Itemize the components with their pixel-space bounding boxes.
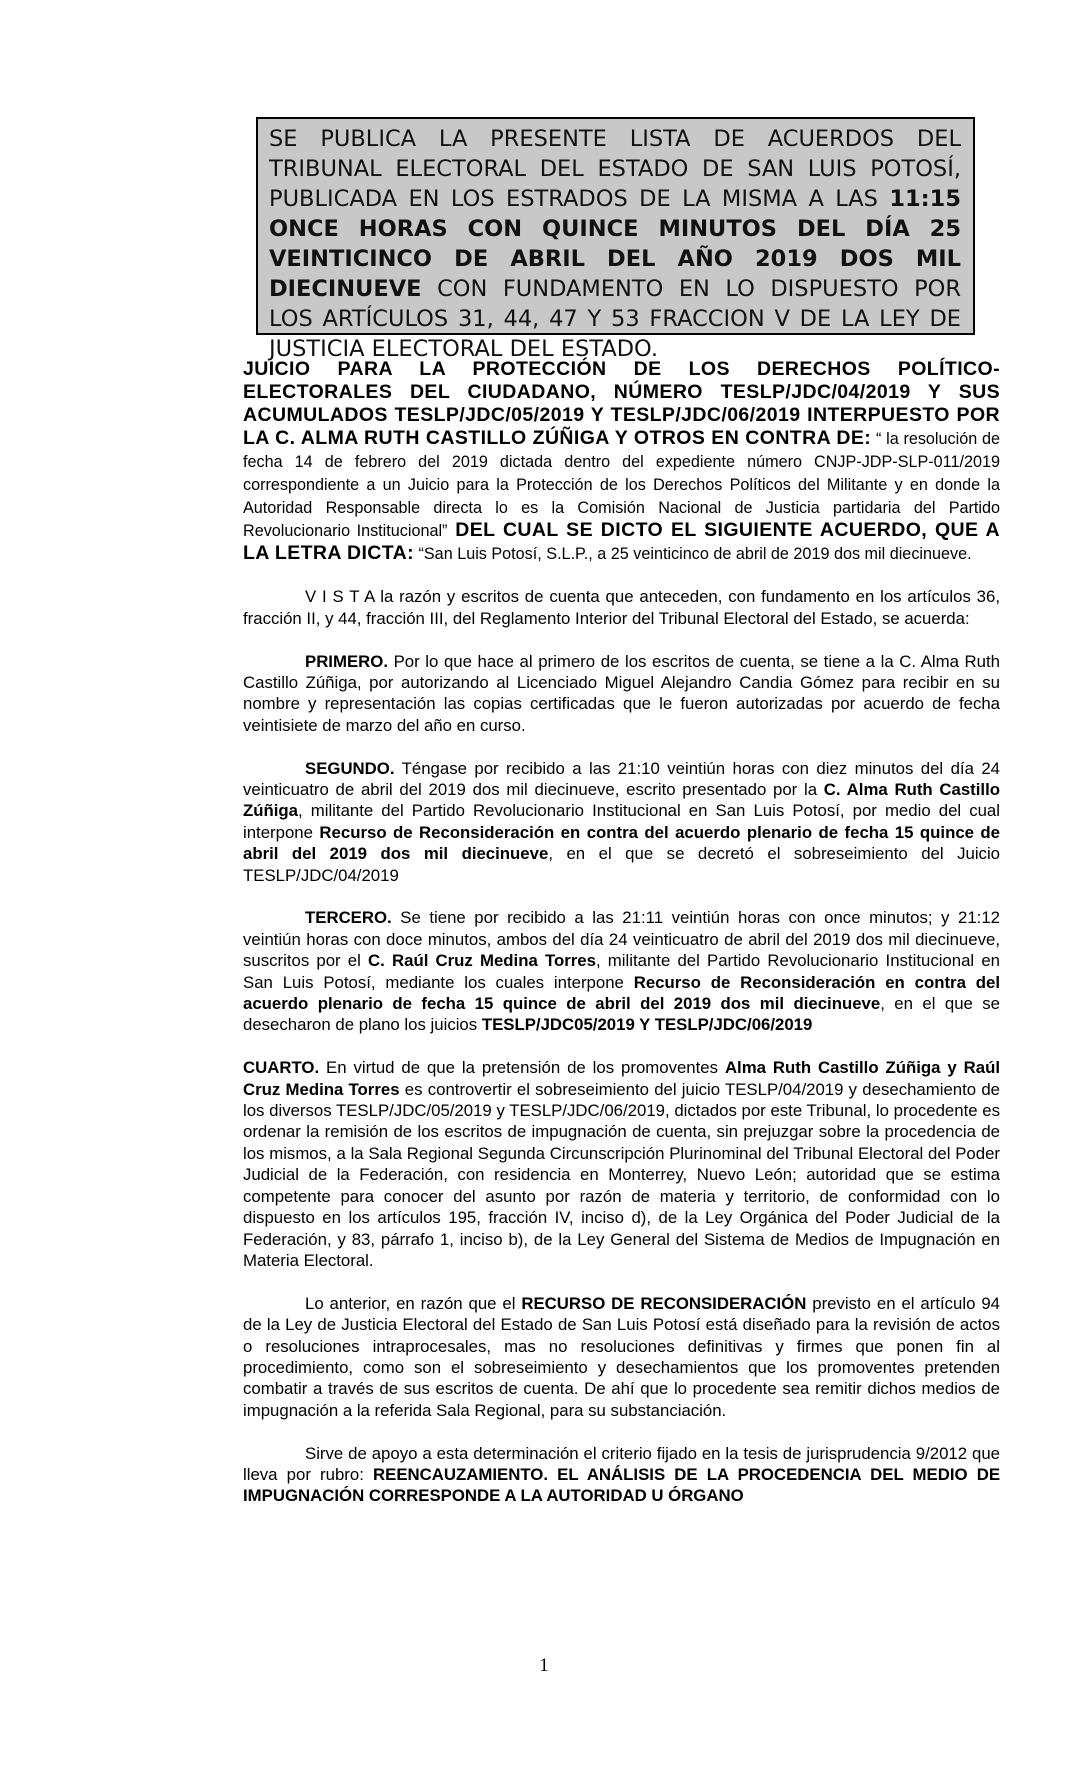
segundo-bold-2: Recurso de Reconsideración en contra del acuerdo plenario de fecha 15 quince de abril del 2019 dos mil diecinueve: [243, 822, 1001, 864]
sirve-text-1: Sirve de apoyo a esta determinación el criterio fijado en la tesis de jurisprudencia 9/2012 que lleva por rubro:: [243, 1443, 1000, 1484]
paragraph-segundo: [243, 758, 1000, 886]
tercero-bold-3: TESLP/JDC05/2019 Y TESLP/JDC/06/2019: [481, 1015, 813, 1035]
case-heading-acuerdo: DEL CUAL SE DICTO EL SIGUIENTE ACUERDO, QUE A LA LETRA DICTA:: [243, 519, 1000, 564]
tercero-label: TERCERO.: [305, 908, 392, 928]
notice-bold-datetime: 11:15 ONCE HORAS CON QUINCE MINUTOS DEL DÍA 25 VEINTICINCO DE ABRIL DEL AÑO 2019 DOS MIL DIECINUEVE: [269, 186, 961, 302]
anterior-bold-1: RECURSO DE RECONSIDERACIÓN: [521, 1293, 807, 1313]
publication-notice-box: [256, 117, 975, 362]
primero-label: PRIMERO.: [305, 651, 388, 671]
segundo-text-3: , en el que se decretó el sobreseimiento del Juicio TESLP/JDC/04/2019: [243, 844, 1000, 885]
page-number: 1: [539, 1655, 549, 1676]
paragraph-vista: V I S T A la razón y escritos de cuenta que anteceden, con fundamento en los artículos 36, fracción II, y 44, fracción III, del Reglamento Interior del Tribunal Electoral del Estado, se acuerda:: [243, 587, 1000, 628]
case-heading-bold: JUICIO PARA LA PROTECCIÓN DE LOS DERECHOS POLÍTICO-ELECTORALES DEL CIUDADANO, NÚMERO TESLP/JDC/04/2019 Y SUS ACUMULADOS TESLP/JDC/05/2019 Y TESLP/JDC/06/2019 INTERPUESTO POR LA C. ALMA RUTH CASTILLO ZÚÑIGA Y OTROS EN CONTRA DE:: [243, 358, 1000, 449]
paragraph-tercero: [243, 907, 1000, 1035]
tercero-text-1: Se tiene por recibido a las 21:11 veintiún horas con once minutos; y 21:12 veintiún horas con doce minutos, ambos del día 24 veinticuatro de abril del 2019 dos mil diecinueve, suscritos por el: [243, 908, 1000, 971]
notice-text-1: SE PUBLICA LA PRESENTE LISTA DE ACUERDOS DEL TRIBUNAL ELECTORAL DEL ESTADO DE SAN LUIS POTOSÍ, PUBLICADA EN LOS ESTRADOS DE LA MISMA A LAS: [269, 126, 961, 212]
segundo-text-1: Téngase por recibido a las 21:10 veintiún horas con diez minutos del día 24 veinticuatro de abril del 2019 dos mil diecinueve, escrito presentado por la: [243, 758, 1000, 800]
case-heading-date: “San Luis Potosí, S.L.P., a 25 veinticinco de abril de 2019 dos mil diecinueve.: [414, 545, 972, 563]
paragraph-cuarto: [243, 1057, 1000, 1271]
document-body: [243, 358, 1000, 1507]
primero-text: Por lo que hace al primero de los escritos de cuenta, se tiene a la C. Alma Ruth Castillo Zúñiga, por autorizando al Licenciado Miguel Alejandro Candia Gómez para recibir en su nombre y representación las copias certificadas que le fueron autorizadas por acuerdo de fecha veintisiete de marzo del año en curso.: [243, 651, 1000, 735]
segundo-label: SEGUNDO.: [305, 758, 395, 778]
case-heading: [243, 358, 1000, 565]
cuarto-text-1: En virtud de que la pretensión de los promoventes: [319, 1058, 725, 1078]
notice-text-2: CON FUNDAMENTO EN LO DISPUESTO POR LOS ARTÍCULOS 31, 44, 47 Y 53 FRACCION V DE LA LEY DE JUSTICIA ELECTORAL DEL ESTADO.: [269, 276, 961, 362]
tercero-text-2: , militante del Partido Revolucionario Institucional en San Luis Potosí, mediante los cuales interpone: [243, 951, 1000, 992]
cuarto-text-2: es controvertir el sobreseimiento del juicio TESLP/04/2019 y desechamiento de los diversos TESLP/JDC/05/2019 y TESLP/JDC/06/2019, dictados por este Tribunal, lo procedente es ordenar la remisión de los escritos de impugnación de cuenta, sin prejuzgar sobre la procedencia de los mismos, a la Sala Regional Segunda Circunscripción Plurinominal del Tribunal Electoral del Poder Judicial de la Federación, con residencia en Monterrey, Nuevo León; autoridad que se estima competente para conocer del asunto por razón de materia y territorio, de conformidad con lo dispuesto en los artículos 195, fracción IV, inciso d), de la Ley Orgánica del Poder Judicial de la Federación, y 83, párrafo 1, inciso b), de la Ley General del Sistema de Medios de Impugnación en Materia Electoral.: [243, 1079, 1001, 1270]
segundo-bold-1: C. Alma Ruth Castillo Zúñiga: [243, 780, 1001, 821]
paragraph-anterior: [243, 1293, 1000, 1421]
cuarto-bold-1: Alma Ruth Castillo Zúñiga y Raúl Cruz Medina Torres: [243, 1058, 1000, 1099]
paragraph-sirve: [243, 1443, 1000, 1507]
case-heading-resolution: “ la resolución de fecha 14 de febrero del 2019 dictada dentro del expediente número CNJP-JDP-SLP-011/2019 correspondiente a un Juicio para la Protección de los Derechos Políticos del Militante y en donde la Autoridad Responsable directa lo es la Comisión Nacional de Justicia partidaria del Partido Revolucionario Institucional”: [243, 430, 1000, 540]
segundo-text-2: , militante del Partido Revolucionario Institucional en San Luis Potosí, por medio del cual interpone: [243, 801, 1000, 842]
paragraph-primero: [243, 651, 1000, 737]
tercero-bold-2: Recurso de Reconsideración en contra del acuerdo plenario de fecha 15 quince de abril del 2019 dos mil diecinueve: [243, 972, 1000, 1014]
sirve-bold-1: REENCAUZAMIENTO. EL ANÁLISIS DE LA PROCEDENCIA DEL MEDIO DE IMPUGNACIÓN CORRESPONDE A LA AUTORIDAD U ÓRGANO: [243, 1464, 1001, 1506]
tercero-bold-1: C. Raúl Cruz Medina Torres: [368, 951, 596, 971]
cuarto-label: CUARTO.: [243, 1058, 320, 1078]
anterior-text-1: Lo anterior, en razón que el: [305, 1293, 522, 1313]
tercero-text-3: , en el que se desecharon de plano los juicios: [243, 994, 1000, 1035]
anterior-text-2: previsto en el artículo 94 de la Ley de Justicia Electoral del Estado de San Luis Potosí está diseñado para la revisión de actos o resoluciones intraprocesales, mas no resoluciones definitivas y firmes que ponen fin al procedimiento, como son el sobreseimiento y desechamientos que los promoventes pretenden combatir a través de sus escritos de cuenta. De ahí que lo procedente sea remitir dichos medios de impugnación a la referida Sala Regional, para su substanciación.: [243, 1293, 1001, 1420]
